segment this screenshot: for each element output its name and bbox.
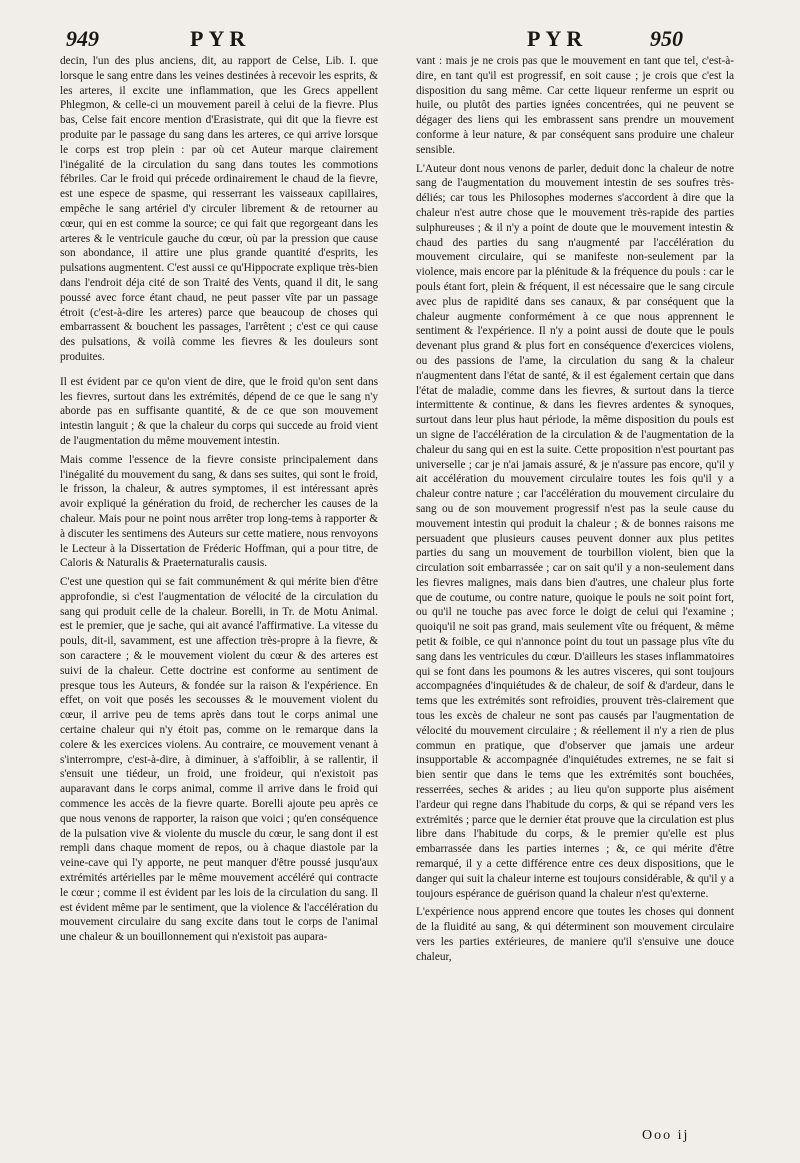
left-column — [60, 54, 378, 1124]
paragraph: Mais comme l'essence de la fievre consiste principalement dans l'inégalité du mouvement du sang, & dans ses suites, qui sont le froid, le frisson, la chaleur, & autres symptomes, il est intéressant après avoir expliqué la génération du froid, de rechercher les causes de la chaleur. Mais pour ne point nous arrêter trop long-tems à rapporter & à discuter les sentimens des Auteurs sur cette matiere, nous renvoyons le Lecteur à la Dissertation de Fréderic Hoffman, qui a pour titre, de Caloris & Naturalis & Praeternaturalis causis. — [60, 453, 378, 570]
paragraph: L'Auteur dont nous venons de parler, deduit donc la chaleur de notre sang de l'augmentation du mouvement intestin de ses soufres très-déliés; car tous les Philosophes modernes s'accordent à dire que la chaleur n'est autre chose que le mouvement très-rapide des parties sulphureuses ; & il n'y a point de doute que le mouvement intestin & chaud des parties du sang n'augmenté par l'accélération du mouvement circulaire, qui se manifeste non-seulement par la violence, mais encore par la plénitude & la fréquence du pouls : car le pouls étant fort, plein & fréquent, il est nécessaire que le sang circule avec plus de rapidité dans ses canaux, & par conséquent que la chaleur augmente conformément à ce que nous apprennent le sentiment & l'expérience. Il n'y a point aussi de doute que le pouls devenant plus grand & plus fort en conséquence d'exercices violens, ou des passions de l'ame, la circulation du sang & la chaleur n'augmentent dans l'état de santé, & il est également certain que dans l'état de maladie, comme dans les fievres, & surtout dans la tierce intermittente & continue, & dans les fievres ardentes & synoques, surtout dans leur plus haut période, la même disposition du pouls est un signe de l'accélération de la circulation & de l'augmentation de la chaleur du sang qui en est la suite. Cette proposition n'est pourtant pas universelle ; car je n'ai jamais assuré, & je n'assure pas encore, qu'il y ait accélération du mouvement circulaire toutes les fois qu'il y a chaleur contre nature ; car l'accélération du mouvement circulaire du sang ou de son mouvement progressif n'est pas la seule cause du mouvement intestin qui produit la chaleur ; & de bonnes raisons me persuadent que plusieurs causes peuvent donner aux plus petites parties du sang un mouvement de tourbillon violent, bien que la circulation soit embarrassée ; car on sait qu'il y a non-seulement dans les fievres malignes, mais dans bien d'autres, une chaleur plus forte que de coutume, ou contre nature, quoique le pouls ne soit point fort, ou qu'il ne touche pas avec force le doigt de celui qui l'examine ; quoiqu'il ne soit pas grand, mais seulement vîte ou fréquent, & même petit & foible, ce qui n'annonce point du tout un passage plus vîte du sang dans les ventricules du cœur. D'ailleurs les stases inflammatoires qui se font dans les poumons & les autres visceres, qui sont toujours accompagnées d'inquiétudes & de chaleur, de soif & d'ardeur, dans le tems que les extrémités sont refroidies, prouvent très-clairement que tous les excès de chaleur ne sont pas causés par l'augmentation de vélocité du mouvement circulaire ; & réellement il n'y a rien de plus commun en pratique, que d'observer que jamais une ardeur insupportable & accompagnée d'inquiétudes extremes, ne se fait si bien sentir que dans le tems que les extrémités sont bouchées, resserrées, seches & arides ; au lieu qu'on supporte plus aisément l'ardeur qui regne dans l'habitude du corps, & qui se répand vers les extrémités ; parce que le dernier état prouve que la circulation est plus libre dans l'habitude du corps, & le premier qu'elle est plus embarrassée dans les parties internes ; &, ce qui mérite d'être remarqué, il y a cette différence entre ces deux dispositions, que le danger qui suit la chaleur interne est toujours considérable, & qu'il y a toujours espérance de guérison quand la chaleur n'est qu'externe. — [416, 162, 734, 900]
right-column — [416, 54, 734, 1124]
signature-mark: Ooo ij — [642, 1128, 690, 1143]
page-number-right: 950 — [650, 26, 683, 51]
paragraph: L'expérience nous apprend encore que toutes les choses qui donnent de la fluidité au sang, & qui déterminent son mouvement circulaire vers les parties extérieures, de maniere qu'il s'ensuive une douce chaleur, — [416, 906, 734, 963]
paragraph: C'est une question qui se fait communément & qui mérite bien d'être approfondie, si c'est l'augmentation de vélocité de la circulation du sang qui produit celle de la chaleur. Borelli, in Tr. de Motu Animal. est le premier, que je sache, qui ait avancé l'affirmative. La vitesse du pouls, dit-il, savamment, est une affection très-propre à la fievre, & son caractere ; & le mouvement violent du cœur & des arteres est suivi de la chaleur. Cette doctrine est conforme au sentiment de presque tous les Auteurs, & fondée sur la raison & l'expérience. En effet, on voit que posés les secousses & le mouvement violent du cœur, il arrive peu de tems après dans tout le corps animal une certaine chaleur qui n'y étoit pas, comme on le remarque dans la colere & les exercices violens. Au contraire, ce mouvement venant à s'interrompre, c'est-à-dire, à diminuer, à s'affoiblir, à se rallentir, il s'ensuit une tiédeur, un froid, une froideur, qui n'existoit pas auparavant dans le corps animal, comme il arrive dans le froid qui commence les accès de la fievre quarte. Borelli ajoute peu après ce que nous venons de rapporter, la raison que voici ; qu'en conséquence de la pulsation vive & violente du muscle du cœur, le sang dont il est rempli dans chaque moment de repos, ou à chaque diastole par la veine-cave qui l'y apporte, ne peut manquer d'être poussé jusqu'aux extrémités artérielles par le même mouvement accéléré qui contracte le cœur ; comme il est évident par les lois de la circulation du sang. Il est évident même par le sentiment, que la violence & l'accélération du mouvement circulaire du sang excite dans tout le corps de l'animal une chaleur & un bouillonnement qui n'existoit pas aupara- — [60, 576, 378, 944]
paragraph: decin, l'un des plus anciens, dit, au rapport de Celse, Lib. I. que lorsque le sang entre dans les veines destinées à recevoir les esprits, & les arteres, il excite une inflammation, que les Grecs appellent Phlegmon, & celle-ci un mouvement pareil à celui de la fievre. Plus bas, Celse fait encore mention d'Erasistrate, qui dit que la fievre est produite par le passage du sang dans les arteres, ce qui arrive lorsque le corps est trop plein : par où cet Auteur marque clairement l'inégalité de la circulation du sang dans toutes les commotions fébriles. Car le froid qui précede ordinairement le chaud de la fievre, est une espece de spasme, qui resserrant les vaisseaux capillaires, empêche le sang artériel d'y circuler librement & de retourner au cœur, qui en est comme la source; ce qui fait que regorgeant dans les arteres & le ventricule gauche du cœur, où par la pression que cause son abondance, il attire une plus grande quantité d'esprits, les pulsations augmentent. C'est aussi ce qu'Hippocrate explique très-bien dans l'endroit déja cité de son Traité des Vents, quand il dit, le sang poussé avec force étant chaud, ne peut passer vîte par un passage étroit (c'est-à-dire les arteres) parce que beaucoup de choses qui embarrassent & bouchent les passages, l'arrêtent ; c'est ce qui cause des pulsations, & voilà comme les fievres & les douleurs sont produites. — [60, 55, 378, 363]
running-head-right: PYR — [527, 26, 588, 51]
page-number-left: 949 — [66, 26, 99, 51]
paragraph: Il est évident par ce qu'on vient de dire, que le froid qu'on sent dans les fievres, surtout dans les extrémités, dépend de ce que le sang n'y aborde pas en suffisante quantité, & de ce que son mouvement intestin languit ; & que la chaleur du corps qui succede au froid vient de l'augmentation du même mouvement intestin. — [60, 375, 378, 447]
paragraph: vant : mais je ne crois pas que le mouvement en tant que tel, c'est-à-dire, en tant qu'il est progressif, en soit cause ; je crois que c'est la disposition du sang même. Car cette liqueur renferme un esprit ou huile, ou plutôt des parties ignées concentrées, qui ne peuvent se dégager des liens qui les embrassent sans prendre un mouvement conforme à leur nature, & par conséquent sans produire une chaleur sensible. — [416, 55, 734, 156]
running-head-left: PYR — [190, 26, 251, 51]
